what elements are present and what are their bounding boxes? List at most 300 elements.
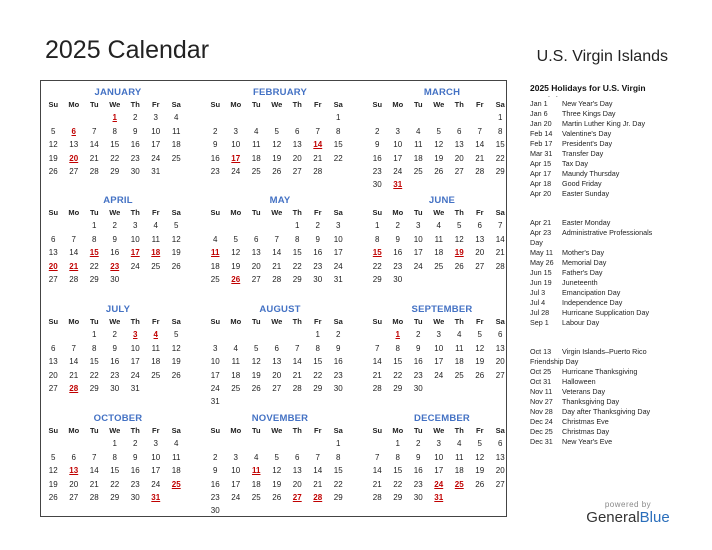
day-cell: 19 xyxy=(272,153,282,163)
day-cell: 20 xyxy=(495,466,505,476)
empty-day xyxy=(328,165,349,178)
page-title: 2025 Calendar xyxy=(45,36,210,64)
empty-day xyxy=(429,273,450,286)
day-cell: 21 xyxy=(313,479,323,489)
week-row xyxy=(205,111,355,124)
day-cell: 20 xyxy=(251,261,261,271)
day-cell: 19 xyxy=(171,357,181,367)
holiday-name: President's Day xyxy=(562,139,613,148)
empty-day xyxy=(490,273,511,286)
weekday-label: Mo xyxy=(230,208,242,217)
day-cell: 29 xyxy=(110,492,120,502)
weekday-label: Mo xyxy=(68,208,80,217)
month-days xyxy=(43,206,193,286)
day-cell: 21 xyxy=(495,248,505,258)
holiday-name: Father's Day xyxy=(562,268,603,277)
day-cell: 14 xyxy=(89,140,99,150)
week-row xyxy=(367,464,517,477)
day-cell: 5 xyxy=(477,439,482,449)
holiday-item xyxy=(530,139,710,149)
holiday-day-cell: 31 xyxy=(151,492,161,502)
day-cell: 11 xyxy=(414,140,423,150)
week-row xyxy=(43,219,193,232)
empty-day xyxy=(205,437,226,450)
week-row xyxy=(43,328,193,341)
month-april xyxy=(43,189,193,294)
day-cell: 8 xyxy=(498,126,503,136)
weekday-label: Th xyxy=(292,317,302,326)
day-cell: 31 xyxy=(333,274,343,284)
day-cell: 21 xyxy=(89,153,99,163)
weekday-header xyxy=(205,315,355,328)
day-cell: 4 xyxy=(174,113,179,123)
day-cell: 10 xyxy=(130,234,140,244)
holiday-name: Hurricane Supplication Day xyxy=(562,308,650,317)
holiday-date: Apr 17 xyxy=(530,169,552,178)
holiday-item xyxy=(530,189,710,199)
weekday-header xyxy=(43,98,193,111)
month-days xyxy=(367,424,517,504)
day-cell: 7 xyxy=(315,126,320,136)
weekday-label: Tu xyxy=(413,317,423,326)
month-october xyxy=(43,407,193,512)
day-cell: 28 xyxy=(313,166,323,176)
day-cell: 10 xyxy=(151,126,161,136)
day-cell: 3 xyxy=(213,343,218,353)
day-cell: 11 xyxy=(231,357,240,367)
day-cell: 8 xyxy=(336,452,341,462)
day-cell: 20 xyxy=(292,479,302,489)
empty-day xyxy=(125,273,146,286)
holiday-name: Memorial Day xyxy=(562,258,607,267)
day-cell: 19 xyxy=(48,153,58,163)
holiday-day-cell: 26 xyxy=(231,274,241,284)
week-row xyxy=(43,125,193,138)
day-cell: 2 xyxy=(213,452,218,462)
holiday-day-cell: 31 xyxy=(434,492,444,502)
day-cell: 26 xyxy=(475,479,485,489)
weekday-label: Sa xyxy=(333,426,343,435)
holiday-day-cell: 11 xyxy=(252,466,261,476)
week-row xyxy=(367,328,517,341)
day-cell: 9 xyxy=(375,140,380,150)
day-cell: 16 xyxy=(210,153,220,163)
empty-day xyxy=(308,111,329,124)
week-row xyxy=(43,246,193,259)
day-cell: 8 xyxy=(336,126,341,136)
empty-day xyxy=(43,111,64,124)
day-cell: 1 xyxy=(336,439,341,449)
week-row xyxy=(367,369,517,382)
holiday-name: Martin Luther King Jr. Day xyxy=(562,119,646,128)
weekday-label: Fr xyxy=(152,100,160,109)
day-cell: 24 xyxy=(151,153,161,163)
holiday-name: Juneteenth xyxy=(562,278,598,287)
empty-day xyxy=(246,437,267,450)
day-cell: 24 xyxy=(130,370,140,380)
weekday-label: We xyxy=(109,208,121,217)
day-cell: 12 xyxy=(272,466,282,476)
day-cell: 23 xyxy=(372,166,382,176)
empty-day xyxy=(429,111,450,124)
day-cell: 19 xyxy=(231,261,241,271)
day-cell: 23 xyxy=(333,370,343,380)
holiday-day-cell: 1 xyxy=(112,113,117,123)
day-cell: 16 xyxy=(313,248,323,258)
day-cell: 11 xyxy=(151,234,160,244)
day-cell: 24 xyxy=(151,479,161,489)
weekday-label: Su xyxy=(372,317,383,326)
day-cell: 22 xyxy=(292,261,302,271)
weekday-header xyxy=(367,206,517,219)
holiday-name: Halloween xyxy=(562,377,596,386)
day-cell: 21 xyxy=(372,370,382,380)
day-cell: 20 xyxy=(272,370,282,380)
weekday-label: Su xyxy=(372,426,383,435)
day-cell: 5 xyxy=(174,330,179,340)
weekday-label: Mo xyxy=(230,317,242,326)
day-cell: 3 xyxy=(153,113,158,123)
day-cell: 1 xyxy=(92,221,97,231)
day-cell: 12 xyxy=(171,234,181,244)
day-cell: 28 xyxy=(475,166,485,176)
month-july xyxy=(43,298,193,403)
day-cell: 2 xyxy=(336,330,341,340)
powered-by-label: powered by xyxy=(604,500,652,509)
day-cell: 9 xyxy=(112,343,117,353)
day-cell: 1 xyxy=(498,113,503,123)
day-cell: 11 xyxy=(252,140,261,150)
day-cell: 12 xyxy=(272,140,282,150)
month-days xyxy=(43,424,193,504)
day-cell: 29 xyxy=(495,166,505,176)
holiday-item xyxy=(530,308,710,318)
day-cell: 15 xyxy=(393,466,403,476)
holiday-day-cell: 19 xyxy=(454,248,464,258)
holiday-date: Sep 1 xyxy=(530,318,549,327)
holiday-date: Apr 23 xyxy=(530,228,552,237)
holiday-day-cell: 4 xyxy=(153,330,158,340)
day-cell: 3 xyxy=(436,330,441,340)
day-cell: 11 xyxy=(455,452,464,462)
day-cell: 9 xyxy=(315,234,320,244)
day-cell: 5 xyxy=(233,234,238,244)
holiday-name: Virgin Islands–Puerto Rico xyxy=(562,347,647,356)
month-name: APRIL xyxy=(103,195,133,206)
day-cell: 29 xyxy=(333,492,343,502)
day-cell: 21 xyxy=(89,479,99,489)
empty-day xyxy=(226,111,247,124)
weekday-label: Mo xyxy=(230,100,242,109)
day-cell: 16 xyxy=(333,357,343,367)
holiday-item xyxy=(530,248,710,258)
day-cell: 3 xyxy=(336,221,341,231)
day-cell: 8 xyxy=(315,343,320,353)
empty-day xyxy=(429,382,450,395)
weekday-label: Th xyxy=(454,426,464,435)
holiday-date: Jul 4 xyxy=(530,298,546,307)
day-cell: 23 xyxy=(130,479,140,489)
month-days xyxy=(367,206,517,286)
day-cell: 17 xyxy=(333,248,343,258)
day-cell: 20 xyxy=(495,357,505,367)
day-cell: 21 xyxy=(69,370,79,380)
weekday-header xyxy=(43,206,193,219)
empty-day xyxy=(408,111,429,124)
day-cell: 22 xyxy=(110,153,120,163)
day-cell: 23 xyxy=(413,479,423,489)
holiday-date: Jul 3 xyxy=(530,288,546,297)
day-cell: 30 xyxy=(372,180,382,190)
week-row xyxy=(205,504,355,517)
holiday-name: New Year's Eve xyxy=(562,437,613,446)
day-cell: 9 xyxy=(213,466,218,476)
day-cell: 6 xyxy=(295,452,300,462)
week-row xyxy=(205,355,355,368)
week-row xyxy=(43,273,193,286)
holiday-day-cell: 3 xyxy=(133,330,138,340)
empty-day xyxy=(287,504,308,517)
day-cell: 28 xyxy=(372,492,382,502)
holiday-date: Dec 25 xyxy=(530,427,553,436)
day-cell: 30 xyxy=(333,383,343,393)
day-cell: 12 xyxy=(251,357,261,367)
week-row xyxy=(43,382,193,395)
day-cell: 24 xyxy=(231,166,241,176)
day-cell: 14 xyxy=(69,248,79,258)
weekday-label: Su xyxy=(210,100,221,109)
day-cell: 24 xyxy=(210,383,220,393)
day-cell: 7 xyxy=(274,234,279,244)
month-may xyxy=(205,189,355,294)
week-row xyxy=(367,451,517,464)
day-cell: 3 xyxy=(233,126,238,136)
day-cell: 10 xyxy=(210,357,220,367)
day-cell: 17 xyxy=(434,357,444,367)
day-cell: 12 xyxy=(231,248,241,258)
day-cell: 17 xyxy=(393,153,403,163)
empty-day xyxy=(287,437,308,450)
month-august xyxy=(205,298,355,407)
day-cell: 2 xyxy=(375,126,380,136)
holiday-item xyxy=(530,417,710,427)
day-cell: 22 xyxy=(495,153,505,163)
day-cell: 21 xyxy=(475,153,485,163)
weekday-label: Th xyxy=(130,317,140,326)
weekday-label: Fr xyxy=(476,317,484,326)
holiday-item xyxy=(530,149,710,159)
day-cell: 14 xyxy=(495,234,505,244)
day-cell: 5 xyxy=(174,221,179,231)
holiday-name: Tax Day xyxy=(562,159,588,168)
day-cell: 1 xyxy=(92,330,97,340)
day-cell: 17 xyxy=(210,370,220,380)
empty-day xyxy=(205,219,226,232)
region-label: U.S. Virgin Islands xyxy=(536,48,668,65)
holiday-name: Valentine's Day xyxy=(562,129,612,138)
holiday-day-cell: 15 xyxy=(89,248,99,258)
week-row xyxy=(43,260,193,273)
brand-name xyxy=(583,509,673,526)
week-row xyxy=(43,437,193,450)
holiday-date: Jan 1 xyxy=(530,99,548,108)
holiday-day-cell: 24 xyxy=(434,479,444,489)
day-cell: 27 xyxy=(48,274,58,284)
day-cell: 14 xyxy=(475,140,485,150)
day-cell: 25 xyxy=(251,166,261,176)
day-cell: 10 xyxy=(434,452,444,462)
day-cell: 27 xyxy=(48,383,58,393)
day-cell: 17 xyxy=(413,248,423,258)
day-cell: 27 xyxy=(69,166,79,176)
empty-day xyxy=(246,328,267,341)
day-cell: 10 xyxy=(434,343,444,353)
weekday-label: Tu xyxy=(413,100,423,109)
day-cell: 7 xyxy=(71,343,76,353)
holiday-name-continued: Day xyxy=(530,238,543,247)
day-cell: 7 xyxy=(92,126,97,136)
week-row xyxy=(367,491,517,504)
day-cell: 23 xyxy=(110,370,120,380)
day-cell: 12 xyxy=(454,234,464,244)
week-row xyxy=(43,233,193,246)
week-row xyxy=(43,491,193,504)
holiday-name: Thanksgiving Day xyxy=(562,397,620,406)
day-cell: 27 xyxy=(454,166,464,176)
day-cell: 21 xyxy=(292,370,302,380)
day-cell: 3 xyxy=(153,439,158,449)
day-cell: 7 xyxy=(498,221,503,231)
day-cell: 1 xyxy=(315,330,320,340)
day-cell: 8 xyxy=(395,343,400,353)
week-row xyxy=(43,111,193,124)
day-cell: 22 xyxy=(393,370,403,380)
day-cell: 6 xyxy=(71,452,76,462)
weekday-label: Su xyxy=(210,208,221,217)
holiday-item xyxy=(530,318,710,328)
day-cell: 29 xyxy=(292,274,302,284)
day-cell: 3 xyxy=(133,221,138,231)
weekday-label: We xyxy=(109,317,121,326)
day-cell: 26 xyxy=(272,166,282,176)
day-cell: 30 xyxy=(313,274,323,284)
empty-day xyxy=(449,111,470,124)
day-cell: 27 xyxy=(251,274,261,284)
weekday-label: Sa xyxy=(171,426,181,435)
weekday-label: Th xyxy=(454,317,464,326)
day-cell: 24 xyxy=(393,166,403,176)
empty-day xyxy=(490,491,511,504)
day-cell: 10 xyxy=(130,343,140,353)
week-row xyxy=(367,111,517,124)
day-cell: 11 xyxy=(172,126,181,136)
empty-day xyxy=(267,111,288,124)
weekday-label: Th xyxy=(454,208,464,217)
empty-day xyxy=(226,219,247,232)
day-cell: 4 xyxy=(233,343,238,353)
weekday-label: Sa xyxy=(171,317,181,326)
holiday-name: Three Kings Day xyxy=(562,109,616,118)
month-days xyxy=(43,315,193,395)
weekday-label: Th xyxy=(130,426,140,435)
weekday-label: Sa xyxy=(333,208,343,217)
holiday-day-cell: 6 xyxy=(71,126,76,136)
weekday-label: Tu xyxy=(89,100,99,109)
day-cell: 27 xyxy=(292,166,302,176)
day-cell: 16 xyxy=(130,466,140,476)
day-cell: 27 xyxy=(495,479,505,489)
holiday-day-cell: 21 xyxy=(69,261,79,271)
day-cell: 21 xyxy=(272,261,282,271)
holidays-list-title-overflow: . . xyxy=(548,92,560,99)
empty-day xyxy=(267,328,288,341)
holiday-day-cell: 11 xyxy=(211,248,220,258)
month-name: JANUARY xyxy=(94,87,142,98)
day-cell: 25 xyxy=(171,153,181,163)
weekday-label: Tu xyxy=(251,208,261,217)
holiday-day-cell: 17 xyxy=(231,153,241,163)
day-cell: 4 xyxy=(254,452,259,462)
weekday-label: Th xyxy=(454,100,464,109)
day-cell: 29 xyxy=(393,383,403,393)
weekday-label: Tu xyxy=(251,317,261,326)
day-cell: 13 xyxy=(48,357,58,367)
day-cell: 26 xyxy=(48,492,58,502)
empty-day xyxy=(205,328,226,341)
month-days xyxy=(205,98,355,178)
week-row xyxy=(367,382,517,395)
holiday-name: Hurricane Thanksgiving xyxy=(562,367,638,376)
week-row xyxy=(205,491,355,504)
weekday-label: Mo xyxy=(230,426,242,435)
day-cell: 8 xyxy=(92,343,97,353)
week-row xyxy=(367,219,517,232)
holiday-day-cell: 20 xyxy=(69,153,79,163)
empty-day xyxy=(267,504,288,517)
day-cell: 19 xyxy=(272,479,282,489)
week-row xyxy=(205,219,355,232)
week-row xyxy=(205,138,355,151)
holiday-name: New Year's Day xyxy=(562,99,613,108)
weekday-label: We xyxy=(271,317,283,326)
holiday-name: Christmas Day xyxy=(562,427,610,436)
holiday-item xyxy=(530,377,710,387)
holiday-day-cell: 31 xyxy=(393,180,403,190)
holiday-name: Christmas Eve xyxy=(562,417,609,426)
day-cell: 15 xyxy=(110,466,120,476)
day-cell: 6 xyxy=(457,126,462,136)
day-cell: 3 xyxy=(416,221,421,231)
day-cell: 4 xyxy=(416,126,421,136)
holiday-item xyxy=(530,258,710,268)
weekday-label: Su xyxy=(48,426,59,435)
empty-day xyxy=(449,273,470,286)
weekday-label: Th xyxy=(292,426,302,435)
empty-day xyxy=(64,328,85,341)
day-cell: 19 xyxy=(171,248,181,258)
week-row xyxy=(367,273,517,286)
day-cell: 15 xyxy=(89,357,99,367)
brand-logo xyxy=(583,500,673,526)
day-cell: 20 xyxy=(454,153,464,163)
weekday-label: Tu xyxy=(89,208,99,217)
empty-day xyxy=(64,219,85,232)
day-cell: 27 xyxy=(272,383,282,393)
weekday-label: Su xyxy=(372,100,383,109)
empty-day xyxy=(146,382,167,395)
day-cell: 9 xyxy=(395,234,400,244)
day-cell: 4 xyxy=(457,330,462,340)
